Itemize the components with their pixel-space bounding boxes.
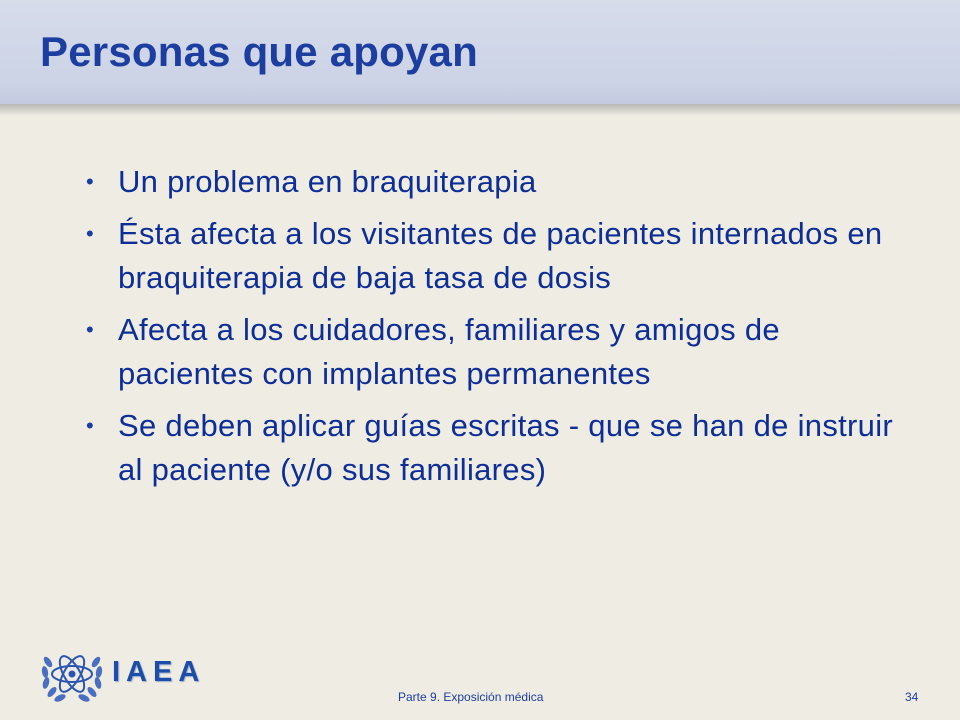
bullet-text: Ésta afecta a los visitantes de pacientes internados en braquiterapia de baja tasa de dosis: [118, 216, 883, 295]
iaea-logo: [38, 640, 210, 712]
bullet-item: [80, 160, 900, 204]
title-band: [0, 0, 960, 104]
bullet-text: Un problema en braquiterapia: [118, 164, 537, 199]
bullet-marker: •: [86, 169, 94, 194]
bullet-item: [80, 404, 900, 492]
page-number: 34: [905, 690, 919, 704]
bullet-item: [80, 212, 900, 300]
bullet-marker: •: [86, 317, 94, 342]
bullet-text: Se deben aplicar guías escritas - que se han de instruir al paciente (y/o sus familiares): [118, 408, 894, 487]
slide-content: [80, 160, 900, 500]
logo-text: IAEA: [112, 656, 206, 688]
bullet-text: Afecta a los cuidadores, familiares y amigos de pacientes con implantes permanentes: [118, 312, 780, 391]
footer-section-label: Parte 9. Exposición médica: [398, 690, 544, 704]
iaea-atom-laurel-emblem-icon: [38, 640, 106, 708]
title-band-shadow: [0, 104, 960, 116]
bullet-marker: •: [86, 413, 94, 438]
bullet-marker: •: [86, 221, 94, 246]
bullet-list: [80, 160, 900, 492]
slide-title: Personas que apoyan: [40, 28, 478, 75]
bullet-item: [80, 308, 900, 396]
